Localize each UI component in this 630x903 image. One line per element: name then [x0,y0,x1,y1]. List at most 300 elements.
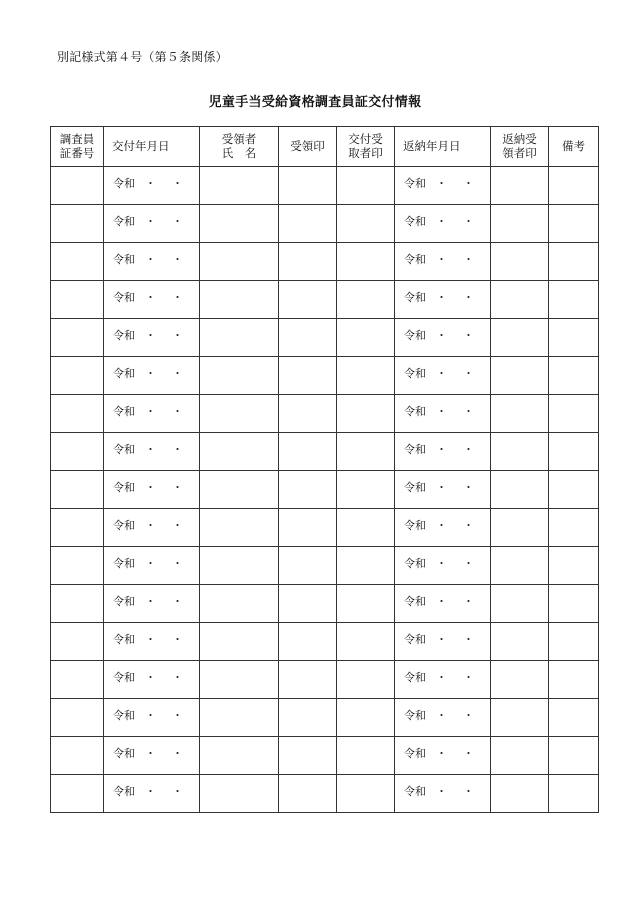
remarks-cell[interactable] [549,585,599,623]
table-row [51,585,599,623]
date-separator: ・ [463,367,474,380]
return-date-cell[interactable] [395,243,491,281]
table-row [51,167,599,205]
return-date-cell[interactable] [395,547,491,585]
receipt-seal-cell[interactable] [279,737,337,775]
remarks-cell[interactable] [549,737,599,775]
issuer-seal-cell[interactable] [337,509,395,547]
date-separator: ・ [463,709,474,722]
date-separator: ・ [463,291,474,304]
issue-date-cell-content [104,775,199,799]
era-label: 令和 [113,557,135,570]
date-separator: ・ [172,595,183,608]
return-date-cell-content [395,509,490,533]
recipient-name-cell[interactable] [200,585,279,623]
remarks-cell[interactable] [549,167,599,205]
return-date-cell[interactable] [395,395,491,433]
table-row [51,319,599,357]
header-inspector-number [51,127,104,167]
receipt-seal-cell[interactable] [279,509,337,547]
return-date-cell[interactable] [395,205,491,243]
header-issuer-seal-line1: 交付受 [348,131,383,146]
date-separator: ・ [172,405,183,418]
remarks-cell[interactable] [549,319,599,357]
issue-date-cell-content [104,737,199,761]
issue-date-cell-content [104,623,199,647]
date-separator: ・ [436,747,447,760]
date-separator: ・ [436,405,447,418]
recipient-name-cell[interactable] [200,433,279,471]
date-separator: ・ [463,405,474,418]
return-date-cell-content [395,623,490,647]
era-label: 令和 [113,595,135,608]
table-row [51,661,599,699]
header-inspector-number-line2: 証番号 [59,145,95,160]
return-date-cell-content [395,737,490,761]
date-separator: ・ [436,177,447,190]
receipt-seal-cell[interactable] [279,357,337,395]
return-date-cell-content [395,775,490,799]
remarks-cell[interactable] [549,395,599,433]
issuer-seal-cell[interactable] [337,623,395,661]
receipt-seal-cell[interactable] [279,547,337,585]
header-receipt-seal: 受領印 [279,127,337,167]
issuer-seal-cell[interactable] [337,205,395,243]
return-date-cell[interactable] [395,357,491,395]
return-date-cell[interactable] [395,433,491,471]
date-separator: ・ [145,329,156,342]
date-separator: ・ [145,481,156,494]
issuer-seal-cell[interactable] [337,775,395,813]
issue-date-cell[interactable] [104,433,200,471]
remarks-cell[interactable] [549,281,599,319]
return-date-cell-content [395,357,490,381]
remarks-cell[interactable] [549,471,599,509]
inspector-number-cell[interactable] [51,319,104,357]
return-receiver-seal-cell[interactable] [491,699,549,737]
issue-date-cell[interactable] [104,547,200,585]
inspector-number-cell[interactable] [51,433,104,471]
return-date-cell-content [395,205,490,229]
date-separator: ・ [172,481,183,494]
receipt-seal-cell[interactable] [279,281,337,319]
date-separator: ・ [436,595,447,608]
recipient-name-cell[interactable] [200,471,279,509]
date-separator: ・ [172,785,183,798]
inspector-number-cell[interactable] [51,509,104,547]
era-label: 令和 [404,405,426,418]
date-separator: ・ [172,367,183,380]
return-date-cell-content [395,661,490,685]
remarks-cell[interactable] [549,699,599,737]
table-row [51,433,599,471]
issue-date-cell[interactable] [104,395,200,433]
remarks-cell[interactable] [549,623,599,661]
receipt-seal-cell[interactable] [279,433,337,471]
issue-date-cell[interactable] [104,585,200,623]
inspector-number-cell[interactable] [51,737,104,775]
issuer-seal-cell[interactable] [337,281,395,319]
era-label: 令和 [113,215,135,228]
date-separator: ・ [463,443,474,456]
return-date-cell-content [395,281,490,305]
date-separator: ・ [436,367,447,380]
era-label: 令和 [113,519,135,532]
recipient-name-cell[interactable] [200,699,279,737]
return-date-cell-content [395,243,490,267]
era-label: 令和 [404,671,426,684]
date-separator: ・ [436,291,447,304]
remarks-cell[interactable] [549,433,599,471]
era-label: 令和 [404,481,426,494]
return-receiver-seal-cell[interactable] [491,433,549,471]
recipient-name-cell[interactable] [200,319,279,357]
return-date-cell[interactable] [395,509,491,547]
recipient-name-cell[interactable] [200,357,279,395]
date-separator: ・ [463,747,474,760]
issuer-seal-cell[interactable] [337,395,395,433]
header-return-receiver-seal-line1: 返納受 [502,131,537,146]
era-label: 令和 [113,253,135,266]
return-date-cell[interactable] [395,471,491,509]
recipient-name-cell[interactable] [200,167,279,205]
date-separator: ・ [172,177,183,190]
issue-date-cell-content [104,281,199,305]
receipt-seal-cell[interactable] [279,205,337,243]
header-issue-date: 交付年月日 [104,127,200,167]
inspector-number-cell[interactable] [51,395,104,433]
inspector-number-cell[interactable] [51,471,104,509]
table-row [51,737,599,775]
return-date-cell[interactable] [395,775,491,813]
recipient-name-cell[interactable] [200,395,279,433]
date-separator: ・ [145,785,156,798]
date-separator: ・ [145,405,156,418]
date-separator: ・ [145,215,156,228]
issue-date-cell-content [104,357,199,381]
return-receiver-seal-cell[interactable] [491,243,549,281]
issuer-seal-cell[interactable] [337,699,395,737]
date-separator: ・ [145,253,156,266]
return-receiver-seal-cell[interactable] [491,205,549,243]
date-separator: ・ [172,215,183,228]
era-label: 令和 [113,633,135,646]
issuer-seal-cell[interactable] [337,661,395,699]
issuer-seal-cell[interactable] [337,585,395,623]
receipt-seal-cell[interactable] [279,167,337,205]
date-separator: ・ [463,329,474,342]
return-receiver-seal-cell[interactable] [491,775,549,813]
header-issuer-seal-line2: 取者印 [348,145,383,160]
date-separator: ・ [145,519,156,532]
era-label: 令和 [113,329,135,342]
era-label: 令和 [113,443,135,456]
date-separator: ・ [436,481,447,494]
era-label: 令和 [404,785,426,798]
table-row [51,281,599,319]
table-body [51,167,599,813]
header-recipient-name [200,127,279,167]
inspector-number-cell[interactable] [51,547,104,585]
remarks-cell[interactable] [549,661,599,699]
recipient-name-cell[interactable] [200,281,279,319]
recipient-name-cell[interactable] [200,775,279,813]
date-separator: ・ [145,747,156,760]
date-separator: ・ [145,633,156,646]
issue-date-cell[interactable] [104,775,200,813]
era-label: 令和 [113,367,135,380]
return-receiver-seal-cell[interactable] [491,509,549,547]
header-return-receiver-seal-line2: 領者印 [502,145,537,160]
header-return-receiver-seal [491,127,549,167]
issue-date-cell[interactable] [104,167,200,205]
date-separator: ・ [436,785,447,798]
era-label: 令和 [404,329,426,342]
table-row [51,775,599,813]
receipt-seal-cell[interactable] [279,661,337,699]
era-label: 令和 [404,557,426,570]
document-title: 児童手当受給資格調査員証交付情報 [208,95,422,110]
date-separator: ・ [436,443,447,456]
header-inspector-number-line1: 調査員 [59,131,95,146]
date-separator: ・ [463,557,474,570]
date-separator: ・ [145,595,156,608]
header-remarks: 備考 [549,127,599,167]
era-label: 令和 [404,291,426,304]
date-separator: ・ [172,519,183,532]
table-row [51,205,599,243]
receipt-seal-cell[interactable] [279,775,337,813]
receipt-seal-cell[interactable] [279,623,337,661]
recipient-name-cell[interactable] [200,205,279,243]
table-row [51,547,599,585]
issuer-seal-cell[interactable] [337,243,395,281]
inspector-number-cell[interactable] [51,775,104,813]
issue-date-cell-content [104,205,199,229]
remarks-cell[interactable] [549,243,599,281]
date-separator: ・ [172,633,183,646]
issue-date-cell-content [104,243,199,267]
inspector-number-cell[interactable] [51,699,104,737]
date-separator: ・ [172,557,183,570]
date-separator: ・ [172,291,183,304]
issue-date-cell-content [104,585,199,609]
return-date-cell-content [395,699,490,723]
date-separator: ・ [145,291,156,304]
era-label: 令和 [113,481,135,494]
receipt-seal-cell[interactable] [279,699,337,737]
issue-date-cell[interactable] [104,661,200,699]
issue-date-cell[interactable] [104,243,200,281]
return-date-cell[interactable] [395,319,491,357]
form-number-label: 別記様式第４号（第５条関係） [57,50,228,64]
return-date-cell[interactable] [395,167,491,205]
issuer-seal-cell[interactable] [337,357,395,395]
issue-date-cell-content [104,433,199,457]
date-separator: ・ [463,595,474,608]
issue-date-cell-content [104,395,199,419]
header-return-date: 返納年月日 [395,127,491,167]
remarks-cell[interactable] [549,205,599,243]
return-receiver-seal-cell[interactable] [491,623,549,661]
date-separator: ・ [436,329,447,342]
inspector-number-cell[interactable] [51,357,104,395]
issue-date-cell[interactable] [104,205,200,243]
recipient-name-cell[interactable] [200,547,279,585]
issue-date-cell[interactable] [104,357,200,395]
return-date-cell[interactable] [395,699,491,737]
issue-date-cell-content [104,319,199,343]
return-date-cell-content [395,433,490,457]
return-date-cell[interactable] [395,737,491,775]
inspector-number-cell[interactable] [51,623,104,661]
return-receiver-seal-cell[interactable] [491,471,549,509]
header-recipient-name-line2: 氏 名 [221,145,257,160]
recipient-name-cell[interactable] [200,737,279,775]
return-date-cell-content [395,471,490,495]
era-label: 令和 [113,671,135,684]
return-date-cell[interactable] [395,623,491,661]
inspector-number-cell[interactable] [51,205,104,243]
return-receiver-seal-cell[interactable] [491,167,549,205]
date-separator: ・ [172,443,183,456]
date-separator: ・ [145,443,156,456]
date-separator: ・ [436,671,447,684]
era-label: 令和 [404,595,426,608]
table-row [51,357,599,395]
table-row [51,623,599,661]
issue-date-cell[interactable] [104,737,200,775]
issue-date-cell[interactable] [104,623,200,661]
era-label: 令和 [113,405,135,418]
return-receiver-seal-cell[interactable] [491,547,549,585]
table-row [51,509,599,547]
table-header-row [51,127,599,167]
return-date-cell[interactable] [395,585,491,623]
header-recipient-name-line1: 受領者 [221,131,257,146]
date-separator: ・ [145,177,156,190]
remarks-cell[interactable] [549,509,599,547]
date-separator: ・ [436,253,447,266]
era-label: 令和 [113,291,135,304]
date-separator: ・ [463,481,474,494]
date-separator: ・ [172,329,183,342]
receipt-seal-cell[interactable] [279,319,337,357]
era-label: 令和 [404,519,426,532]
date-separator: ・ [463,785,474,798]
return-receiver-seal-cell[interactable] [491,395,549,433]
return-receiver-seal-cell[interactable] [491,357,549,395]
era-label: 令和 [404,709,426,722]
issuer-seal-cell[interactable] [337,319,395,357]
issue-date-cell[interactable] [104,699,200,737]
receipt-seal-cell[interactable] [279,243,337,281]
recipient-name-cell[interactable] [200,509,279,547]
issue-date-cell-content [104,167,199,191]
recipient-name-cell[interactable] [200,661,279,699]
date-separator: ・ [172,709,183,722]
return-date-cell-content [395,547,490,571]
date-separator: ・ [436,215,447,228]
return-receiver-seal-cell[interactable] [491,661,549,699]
era-label: 令和 [404,177,426,190]
return-receiver-seal-cell[interactable] [491,281,549,319]
return-receiver-seal-cell[interactable] [491,585,549,623]
issue-date-cell[interactable] [104,509,200,547]
inspector-number-cell[interactable] [51,167,104,205]
receipt-seal-cell[interactable] [279,395,337,433]
date-separator: ・ [463,671,474,684]
table-row [51,699,599,737]
date-separator: ・ [436,633,447,646]
issue-date-cell-content [104,547,199,571]
receipt-seal-cell[interactable] [279,471,337,509]
return-receiver-seal-cell[interactable] [491,319,549,357]
issue-date-cell-content [104,471,199,495]
issue-date-cell[interactable] [104,319,200,357]
return-date-cell-content [395,585,490,609]
issuer-seal-cell[interactable] [337,547,395,585]
issuer-seal-cell[interactable] [337,737,395,775]
table-row [51,471,599,509]
return-date-cell[interactable] [395,281,491,319]
date-separator: ・ [436,557,447,570]
return-date-cell[interactable] [395,661,491,699]
era-label: 令和 [404,443,426,456]
remarks-cell[interactable] [549,775,599,813]
inspector-number-cell[interactable] [51,243,104,281]
issue-date-cell[interactable] [104,281,200,319]
remarks-cell[interactable] [549,547,599,585]
date-separator: ・ [436,519,447,532]
issue-date-cell-content [104,509,199,533]
return-date-cell-content [395,167,490,191]
date-separator: ・ [463,253,474,266]
issuer-seal-cell[interactable] [337,433,395,471]
date-separator: ・ [145,367,156,380]
date-separator: ・ [145,709,156,722]
return-receiver-seal-cell[interactable] [491,737,549,775]
era-label: 令和 [404,633,426,646]
table-row [51,243,599,281]
era-label: 令和 [404,747,426,760]
era-label: 令和 [404,215,426,228]
date-separator: ・ [463,177,474,190]
issue-date-cell[interactable] [104,471,200,509]
date-separator: ・ [436,709,447,722]
era-label: 令和 [113,177,135,190]
date-separator: ・ [172,253,183,266]
inspector-number-cell[interactable] [51,585,104,623]
recipient-name-cell[interactable] [200,243,279,281]
remarks-cell[interactable] [549,357,599,395]
date-separator: ・ [172,747,183,760]
issue-date-cell-content [104,661,199,685]
return-date-cell-content [395,319,490,343]
issuance-records-table [50,126,599,813]
inspector-number-cell[interactable] [51,661,104,699]
era-label: 令和 [113,709,135,722]
receipt-seal-cell[interactable] [279,585,337,623]
inspector-number-cell[interactable] [51,281,104,319]
issuer-seal-cell[interactable] [337,471,395,509]
era-label: 令和 [113,747,135,760]
era-label: 令和 [113,785,135,798]
recipient-name-cell[interactable] [200,623,279,661]
era-label: 令和 [404,253,426,266]
issuer-seal-cell[interactable] [337,167,395,205]
table-row [51,395,599,433]
